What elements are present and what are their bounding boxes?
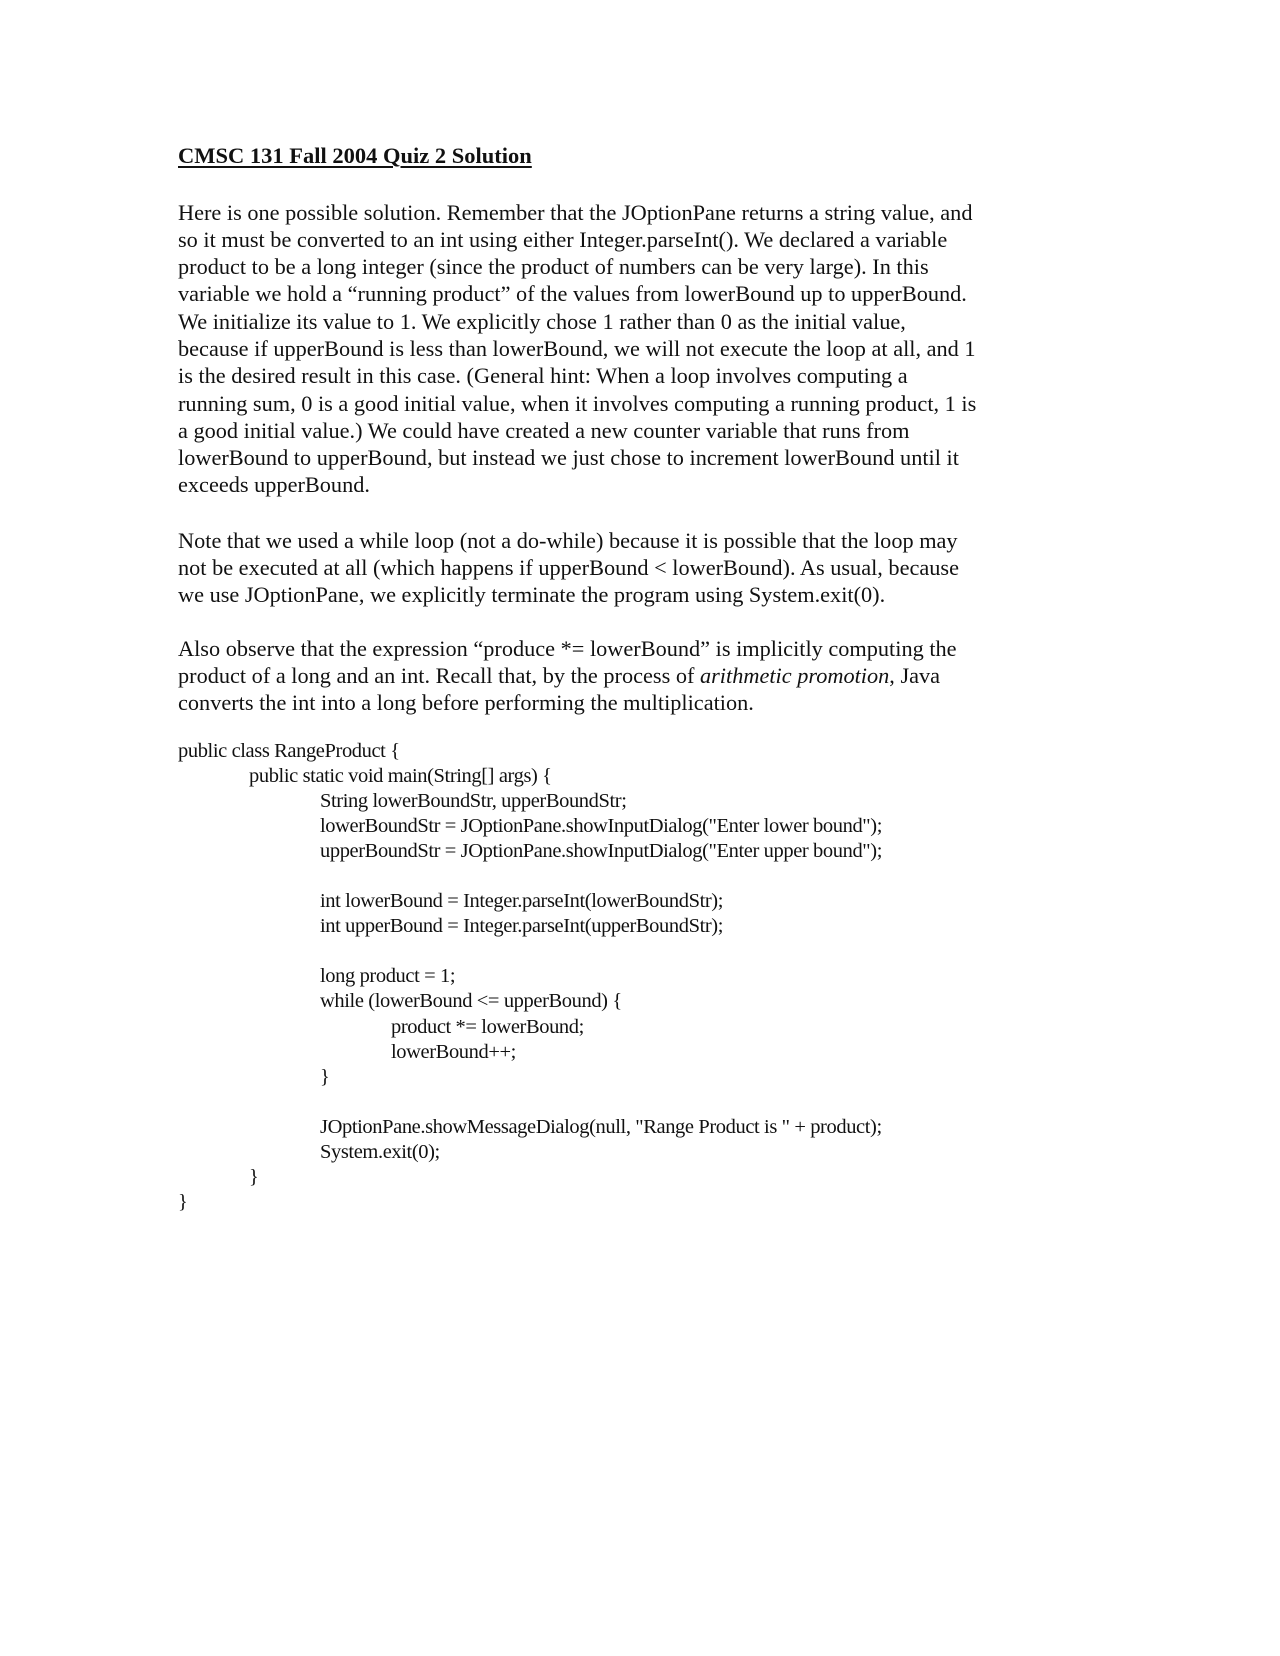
text-span: , Java (889, 662, 941, 688)
code-line: long product = 1; (320, 965, 456, 988)
paragraph-line: product to be a long integer (since the product of numbers can be very large). In this (178, 254, 929, 280)
code-line: } (178, 1191, 188, 1214)
code-line: lowerBoundStr = JOptionPane.showInputDialog("Enter lower bound"); (320, 814, 882, 837)
italic-term: arithmetic promotion (699, 662, 890, 688)
paragraph-line: exceeds upperBound. (178, 472, 370, 498)
document-title: CMSC 131 Fall 2004 Quiz 2 Solution (178, 143, 532, 168)
code-line: System.exit(0); (320, 1141, 440, 1163)
paragraph-line: not be executed at all (which happens if upperBound < lowerBound). As usual, because (178, 554, 959, 580)
paragraph-line: is the desired result in this case. (General hint: When a loop involves computing a (178, 363, 908, 389)
code-line (178, 939, 882, 964)
code-line: } (249, 1166, 259, 1189)
paragraph-line: we use JOptionPane, we explicitly terminate the program using System.exit(0). (178, 582, 886, 608)
paragraph-line: We initialize its value to 1. We explicitly chose 1 rather than 0 as the initial value, (178, 308, 906, 334)
code-line: String lowerBoundStr, upperBoundStr; (320, 789, 627, 812)
code-line: lowerBound++; (391, 1040, 516, 1063)
code-line: int upperBound = Integer.parseInt(upperBoundStr); (320, 915, 724, 938)
paragraph-line: a good initial value.) We could have created a new counter variable that runs from (178, 417, 910, 443)
paragraph-line: so it must be converted to an int using either Integer.parseInt(). We declared a variable (178, 226, 948, 252)
code-line: public class RangeProduct { (178, 739, 400, 762)
paragraph-line: Also observe that the expression “produce *= lowerBound” is implicitly computing the (178, 635, 957, 661)
paragraph-line: Here is one possible solution. Remember that the JOptionPane returns a string value, and (178, 199, 973, 225)
paragraph-line: running sum, 0 is a good initial value, when it involves computing a running product, 1 is (178, 390, 977, 416)
code-line: while (lowerBound <= upperBound) { (320, 990, 622, 1013)
paragraph-while-loop-note (178, 527, 959, 609)
text-span: product of a long and an int. Recall that, by the process of (178, 662, 700, 688)
code-line: } (320, 1065, 330, 1088)
paragraph-line: variable we hold a “running product” of the values from lowerBound up to upperBound. (178, 281, 967, 307)
code-line: JOptionPane.showMessageDialog(null, "Range Product is " + product); (320, 1115, 882, 1138)
paragraph-line (178, 662, 957, 689)
code-line: public static void main(String[] args) { (249, 764, 552, 787)
paragraph-arithmetic-promotion (178, 635, 957, 717)
code-line: upperBoundStr = JOptionPane.showInputDialog("Enter upper bound"); (320, 839, 882, 862)
code-listing (178, 739, 882, 1216)
paragraph-line: lowerBound to upperBound, but instead we just chose to increment lowerBound until it (178, 445, 959, 471)
paragraph-explanation (178, 199, 976, 499)
paragraph-line: converts the int into a long before performing the multiplication. (178, 690, 754, 716)
paragraph-line: because if upperBound is less than lowerBound, we will not execute the loop at all, and 1 (178, 335, 976, 361)
code-line: product *= lowerBound; (391, 1015, 584, 1038)
paragraph-line: Note that we used a while loop (not a do-while) because it is possible that the loop may (178, 527, 958, 553)
code-line (178, 1090, 882, 1115)
code-line (178, 864, 882, 889)
code-line: int lowerBound = Integer.parseInt(lowerBoundStr); (320, 890, 724, 913)
